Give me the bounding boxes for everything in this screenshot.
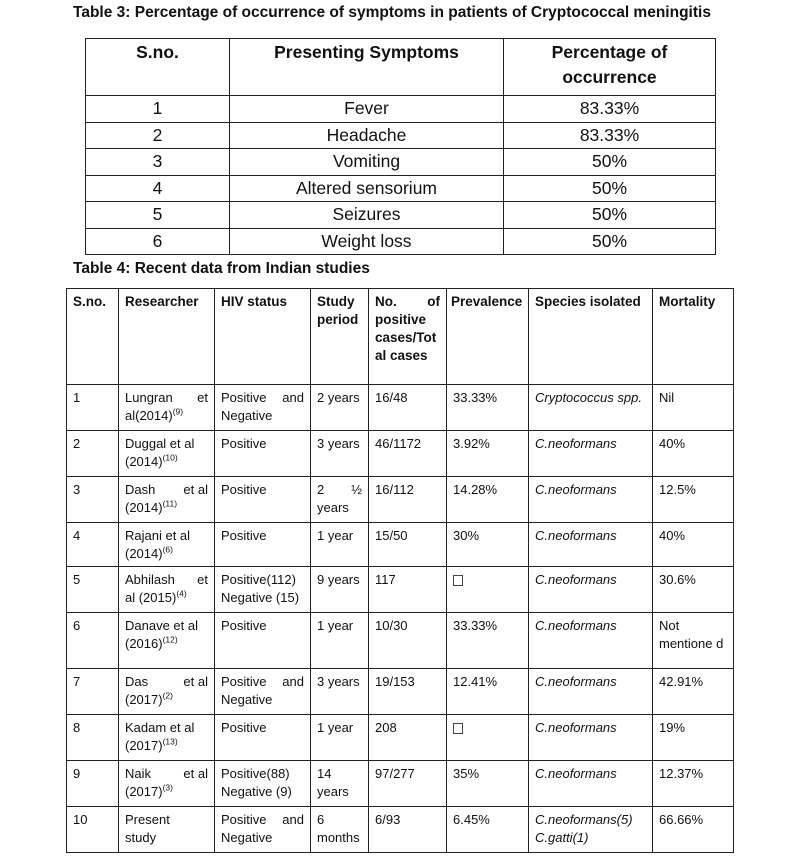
- cell-symptom: Altered sensorium: [230, 175, 504, 202]
- species-line1: C.neoformans: [535, 720, 617, 735]
- researcher-line1: [125, 617, 208, 635]
- researcher-et-al: et: [197, 572, 208, 587]
- header-cases-line4: al cases: [375, 348, 428, 363]
- cell-sno: 9: [67, 761, 119, 807]
- period-value: 1 year: [317, 618, 354, 633]
- cell-percentage: 50%: [504, 149, 716, 176]
- table-row: [67, 807, 734, 853]
- cell-species: [529, 761, 653, 807]
- cell-mortality: 40%: [653, 523, 734, 567]
- researcher-year: al (2015): [125, 590, 177, 605]
- cell-study-period: [311, 715, 369, 761]
- cell-cases: 16/48: [369, 385, 447, 431]
- cell-mortality: 12.37%: [653, 761, 734, 807]
- hiv-line1: [221, 389, 304, 407]
- researcher-line1: [125, 389, 208, 407]
- hiv-line1: [221, 481, 304, 499]
- reference-marker: (4): [176, 588, 187, 599]
- cell-mortality: Nil: [653, 385, 734, 431]
- header-species: Species isolated: [529, 289, 653, 385]
- researcher-et-al: et al: [183, 766, 208, 781]
- period-line1: [317, 811, 362, 829]
- cell-study-period: [311, 477, 369, 523]
- cell-hiv-status: [215, 715, 311, 761]
- table-row: [86, 122, 716, 149]
- researcher-line2: [125, 407, 208, 425]
- cell-percentage: 50%: [504, 228, 716, 255]
- researcher-line2: [125, 691, 208, 709]
- cell-sno: 2: [67, 431, 119, 477]
- period-value: 14: [317, 766, 332, 781]
- hiv-line2: Negative: [221, 692, 273, 707]
- cell-species: [529, 431, 653, 477]
- researcher-name: Kadam et al: [125, 720, 195, 735]
- researcher-year: (2014): [125, 500, 163, 515]
- cell-species: [529, 715, 653, 761]
- cell-prevalence: [447, 761, 529, 807]
- researcher-name: Das: [125, 674, 149, 689]
- cell-percentage: 50%: [504, 175, 716, 202]
- prevalence-value: 33.33%: [453, 390, 498, 405]
- cell-sno: 2: [86, 122, 230, 149]
- cell-hiv-status: [215, 385, 311, 431]
- cell-researcher: [119, 715, 215, 761]
- researcher-name: Duggal et al: [125, 436, 195, 451]
- header-prevalence: Prevalence: [447, 289, 529, 385]
- hiv-status-a: Positive(88): [221, 766, 290, 781]
- cell-percentage: 50%: [504, 202, 716, 229]
- table-header-row: [86, 39, 716, 96]
- period-value: 1 year: [317, 528, 354, 543]
- researcher-line1: [125, 673, 208, 691]
- researcher-line2: [125, 635, 208, 653]
- cell-hiv-status: [215, 613, 311, 669]
- hiv-line1: [221, 617, 304, 635]
- researcher-year: (2017): [125, 692, 163, 707]
- header-cases-line2: positive: [375, 312, 427, 327]
- cell-prevalence: [447, 669, 529, 715]
- cell-researcher: [119, 431, 215, 477]
- table-header-row: [67, 289, 734, 385]
- reference-marker: (10): [162, 452, 178, 463]
- cell-prevalence: [447, 807, 529, 853]
- researcher-et-al: et: [197, 390, 208, 405]
- missing-glyph-icon: [453, 575, 463, 586]
- header-symptoms: Presenting Symptoms: [230, 39, 504, 96]
- cell-symptom: Vomiting: [230, 149, 504, 176]
- header-hiv-status: HIV status: [215, 289, 311, 385]
- period-value: 3 years: [317, 674, 360, 689]
- cell-percentage: 83.33%: [504, 96, 716, 123]
- cell-prevalence: [447, 523, 529, 567]
- prevalence-value: 6.45%: [453, 812, 490, 827]
- cell-mortality: 19%: [653, 715, 734, 761]
- period-line1: [317, 673, 362, 691]
- species-line1: C.neoformans: [535, 766, 617, 781]
- cell-sno: 3: [67, 477, 119, 523]
- reference-marker: (2): [162, 690, 173, 701]
- table-row: [67, 761, 734, 807]
- researcher-et-al: et al: [183, 482, 208, 497]
- prevalence-value: 35%: [453, 766, 480, 781]
- cell-hiv-status: [215, 431, 311, 477]
- cell-prevalence: [447, 385, 529, 431]
- cell-prevalence: [447, 477, 529, 523]
- researcher-year: (2017): [125, 784, 163, 799]
- cell-researcher: [119, 385, 215, 431]
- cell-cases: 10/30: [369, 613, 447, 669]
- reference-marker: (3): [162, 782, 173, 793]
- table4-caption: Table 4: Recent data from Indian studies: [73, 260, 370, 277]
- reference-marker: (13): [162, 736, 178, 747]
- header-study-period: [311, 289, 369, 385]
- researcher-line1: [125, 481, 208, 499]
- cell-species: [529, 477, 653, 523]
- hiv-status-and: and: [282, 390, 304, 405]
- cell-study-period: [311, 385, 369, 431]
- indian-studies-table: [66, 288, 734, 853]
- cell-mortality: 40%: [653, 431, 734, 477]
- cell-sno: 6: [86, 228, 230, 255]
- cell-study-period: [311, 669, 369, 715]
- reference-marker: (9): [172, 406, 184, 417]
- cell-hiv-status: [215, 761, 311, 807]
- hiv-status-a: Positive: [221, 482, 267, 497]
- period-value: 9 years: [317, 572, 360, 587]
- header-sno: S.no.: [86, 39, 230, 96]
- prevalence-value: 33.33%: [453, 618, 498, 633]
- hiv-status-a: Positive: [221, 674, 267, 689]
- period-line1: [317, 389, 362, 407]
- cell-cases: 16/112: [369, 477, 447, 523]
- period-value: 2: [317, 482, 325, 497]
- cell-species: [529, 613, 653, 669]
- table-row: [67, 567, 734, 613]
- hiv-status-a: Positive(112): [221, 572, 296, 587]
- species-line2: C.gatti(1): [535, 830, 589, 845]
- cell-study-period: [311, 431, 369, 477]
- researcher-year: (2014): [125, 454, 163, 469]
- cell-percentage: 83.33%: [504, 122, 716, 149]
- hiv-status-a: Positive: [221, 812, 267, 827]
- species-line1: C.neoformans: [535, 528, 617, 543]
- species-line1: C.neoformans: [535, 436, 617, 451]
- table-row: [86, 149, 716, 176]
- prevalence-value: 12.41%: [453, 674, 498, 689]
- table-row: [86, 202, 716, 229]
- cell-researcher: [119, 613, 215, 669]
- period-value: 2 years: [317, 390, 360, 405]
- header-study-period-line2: period: [317, 312, 359, 327]
- researcher-line1: [125, 527, 208, 545]
- period-line1: [317, 571, 362, 589]
- hiv-line1: [221, 673, 304, 691]
- table3-caption: Table 3: Percentage of occurrence of symptoms in patients of Cryptococcal meningitis: [73, 4, 711, 21]
- researcher-name: Danave et al: [125, 618, 198, 633]
- reference-marker: (11): [162, 498, 178, 509]
- cell-hiv-status: [215, 477, 311, 523]
- researcher-name: Dash: [125, 482, 156, 497]
- cell-mortality: 12.5%: [653, 477, 734, 523]
- cell-prevalence: [447, 431, 529, 477]
- researcher-line2: [125, 545, 208, 563]
- cell-cases: 117: [369, 567, 447, 613]
- researcher-year: (2017): [125, 738, 163, 753]
- period-line1: [317, 719, 362, 737]
- table-row: [86, 175, 716, 202]
- hiv-line2: Negative (9): [221, 784, 292, 799]
- researcher-name: Lungran: [125, 390, 173, 405]
- researcher-line2: [125, 453, 208, 471]
- cell-mortality: Not mentione d: [653, 613, 734, 669]
- cell-cases: 208: [369, 715, 447, 761]
- period-line1: [317, 765, 362, 783]
- cell-species: [529, 523, 653, 567]
- header-cases-line3: cases/Tot: [375, 330, 437, 345]
- researcher-line2: [125, 783, 208, 801]
- cell-sno: 6: [67, 613, 119, 669]
- researcher-year: (2016): [125, 636, 163, 651]
- hiv-line1: [221, 765, 304, 783]
- cell-mortality: 30.6%: [653, 567, 734, 613]
- cell-sno: 4: [86, 175, 230, 202]
- researcher-line1: [125, 765, 208, 783]
- hiv-status-and: and: [282, 812, 304, 827]
- species-line1: Cryptococcus spp.: [535, 390, 642, 405]
- hiv-line1: [221, 571, 304, 589]
- table-row: [86, 96, 716, 123]
- period-line1: [317, 435, 362, 453]
- cell-study-period: [311, 567, 369, 613]
- cell-researcher: [119, 567, 215, 613]
- researcher-et-al: et al: [183, 674, 208, 689]
- hiv-line2: Negative (15): [221, 590, 300, 605]
- table-row: [67, 385, 734, 431]
- hiv-line1: [221, 719, 304, 737]
- cell-symptom: Fever: [230, 96, 504, 123]
- header-cases-line1: [375, 293, 440, 311]
- cell-researcher: [119, 523, 215, 567]
- period-line1: [317, 481, 362, 499]
- header-mortality: Mortality: [653, 289, 734, 385]
- researcher-name: Rajani et al: [125, 528, 191, 543]
- cell-species: [529, 807, 653, 853]
- period-line2: years: [317, 500, 349, 515]
- cell-sno: 5: [86, 202, 230, 229]
- reference-marker: (6): [162, 544, 173, 555]
- hiv-line2: Negative: [221, 408, 273, 423]
- hiv-status-a: Positive: [221, 436, 267, 451]
- cell-symptom: Headache: [230, 122, 504, 149]
- table-row: [67, 523, 734, 567]
- researcher-year: al(2014): [125, 408, 173, 423]
- hiv-status-a: Positive: [221, 390, 267, 405]
- header-cases-no: No.: [375, 294, 397, 309]
- researcher-line1: [125, 719, 208, 737]
- cell-sno: 10: [67, 807, 119, 853]
- cell-sno: 7: [67, 669, 119, 715]
- hiv-line1: [221, 435, 304, 453]
- researcher-line1: [125, 435, 208, 453]
- cell-study-period: [311, 613, 369, 669]
- cell-study-period: [311, 523, 369, 567]
- table-row: [67, 477, 734, 523]
- period-value: 1 year: [317, 720, 354, 735]
- period-line2: years: [317, 784, 349, 799]
- cell-researcher: [119, 477, 215, 523]
- symptoms-table: [85, 38, 716, 255]
- cell-symptom: Weight loss: [230, 228, 504, 255]
- cell-researcher: [119, 807, 215, 853]
- prevalence-value: 30%: [453, 528, 480, 543]
- hiv-status-a: Positive: [221, 720, 267, 735]
- cell-hiv-status: [215, 523, 311, 567]
- period-line1: [317, 527, 362, 545]
- species-line1: C.neoformans: [535, 618, 617, 633]
- header-cases-of: of: [427, 294, 440, 309]
- researcher-line2: [125, 589, 208, 607]
- cell-sno: 1: [86, 96, 230, 123]
- species-line1: C.neoformans: [535, 482, 617, 497]
- cell-cases: 6/93: [369, 807, 447, 853]
- cell-symptom: Seizures: [230, 202, 504, 229]
- cell-hiv-status: [215, 807, 311, 853]
- cell-sno: 1: [67, 385, 119, 431]
- species-line1: C.neoformans: [535, 674, 617, 689]
- table-row: [86, 228, 716, 255]
- hiv-status-and: and: [282, 674, 304, 689]
- cell-mortality: 66.66%: [653, 807, 734, 853]
- researcher-line2: [125, 829, 208, 847]
- header-study-period-line1: Study: [317, 294, 355, 309]
- hiv-status-a: Positive: [221, 618, 267, 633]
- cell-species: [529, 385, 653, 431]
- period-value: 6: [317, 812, 325, 827]
- cell-cases: 46/1172: [369, 431, 447, 477]
- cell-cases: 19/153: [369, 669, 447, 715]
- hiv-line1: [221, 527, 304, 545]
- period-line2: months: [317, 830, 360, 845]
- header-cases: [369, 289, 447, 385]
- period-line1: [317, 617, 362, 635]
- header-researcher: Researcher: [119, 289, 215, 385]
- hiv-line1: [221, 811, 304, 829]
- cell-cases: 97/277: [369, 761, 447, 807]
- cell-researcher: [119, 761, 215, 807]
- cell-researcher: [119, 669, 215, 715]
- cell-study-period: [311, 761, 369, 807]
- cell-mortality: 42.91%: [653, 669, 734, 715]
- researcher-line1: [125, 571, 208, 589]
- header-sno: S.no.: [67, 289, 119, 385]
- researcher-name: Naik: [125, 766, 152, 781]
- table-row: [67, 715, 734, 761]
- period-value: 3 years: [317, 436, 360, 451]
- cell-hiv-status: [215, 669, 311, 715]
- hiv-line2: Negative: [221, 830, 273, 845]
- prevalence-value: 14.28%: [453, 482, 498, 497]
- cell-species: [529, 669, 653, 715]
- cell-cases: 15/50: [369, 523, 447, 567]
- researcher-line1: [125, 811, 208, 829]
- researcher-name: Abhilash: [125, 572, 175, 587]
- cell-prevalence: [447, 567, 529, 613]
- period-half: ½: [351, 482, 362, 497]
- researcher-line2: [125, 737, 208, 755]
- cell-prevalence: [447, 715, 529, 761]
- hiv-status-a: Positive: [221, 528, 267, 543]
- species-line1: C.neoformans(5): [535, 812, 633, 827]
- prevalence-value: 3.92%: [453, 436, 490, 451]
- cell-species: [529, 567, 653, 613]
- reference-marker: (12): [162, 634, 178, 645]
- table-row: [67, 669, 734, 715]
- researcher-year: (2014): [125, 546, 163, 561]
- table-row: [67, 613, 734, 669]
- researcher-year: study: [125, 830, 157, 845]
- cell-prevalence: [447, 613, 529, 669]
- researcher-line2: [125, 499, 208, 517]
- researcher-name: Present: [125, 812, 170, 827]
- header-percentage: Percentage of occurrence: [504, 39, 716, 96]
- cell-sno: 5: [67, 567, 119, 613]
- table-row: [67, 431, 734, 477]
- cell-sno: 8: [67, 715, 119, 761]
- cell-sno: 4: [67, 523, 119, 567]
- cell-sno: 3: [86, 149, 230, 176]
- cell-study-period: [311, 807, 369, 853]
- missing-glyph-icon: [453, 723, 463, 734]
- species-line1: C.neoformans: [535, 572, 617, 587]
- cell-hiv-status: [215, 567, 311, 613]
